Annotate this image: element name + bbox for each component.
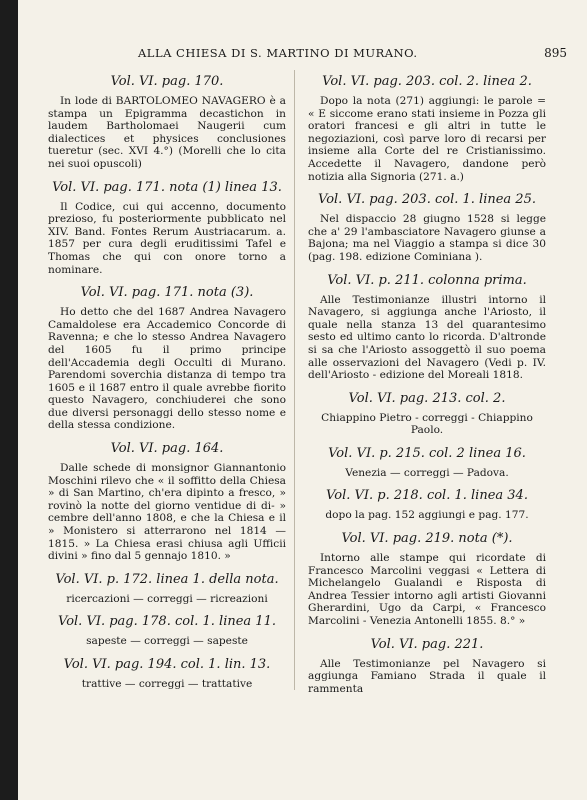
entry-text: sapeste — correggi — sapeste (86, 635, 248, 648)
entry-text: Intorno alle stampe qui ricordate di Francesco Marcolini veggasi « Lettera di Michelangelo Gualandi e Risposta di Andrea Tessier intorno agli artisti Giovanni Gherardini, Ugo da Carpi, « Francesco Marcolini - Venezia Antonelli 1855. 8.° » (308, 552, 546, 628)
entry-text: Nel dispaccio 28 giugno 1528 si legge che a' 29 l'ambasciatore Navagero giunse a Bajona; ma nel Viaggio a stampa si dice 30 (pag. 198. edizione Cominiana ). (308, 213, 546, 263)
entry-text: Chiappino Pietro - correggi - Chiappino Paolo. (321, 411, 533, 437)
entry-heading: Vol. VI. pag. 171. nota (3). (80, 285, 254, 301)
entry-heading: Vol. VI. pag. 219. nota (*). (341, 531, 513, 547)
entry-text: Dopo la nota (271) aggiungi: le parole = « E siccome erano stati insieme in Pozza gli oratori francesi e gli altri in tutte le negoziazioni, così parve loro di recarsi per insieme alla Corte del re Cristianissimo. Accedette il Navagero, dandone però notizia alla Signoria (271. a.) (308, 95, 546, 183)
entry-text: ricercazioni — correggi — ricreazioni (66, 592, 268, 605)
entry-text: Alle Testimonianze pel Navagero si aggiunga Famiano Strada il quale il rammenta (308, 657, 546, 695)
running-title: ALLA CHIESA DI S. MARTINO DI MURANO. (138, 46, 418, 60)
entry-heading: Vol. VI. pag. 213. col. 2. (348, 390, 506, 406)
entry-heading: Vol. VI. pag. 203. col. 1. linea 25. (318, 192, 536, 208)
entry-text: dopo la pag. 152 aggiungi e pag. 177. (325, 509, 529, 522)
entry-heading: Vol. VI. p. 211. colonna prima. (327, 272, 527, 288)
entry-heading: Vol. VI. pag. 221. (370, 636, 484, 652)
left-column (48, 70, 286, 693)
page-number: 895 (544, 46, 567, 60)
entry-heading: Vol. VI. p. 215. col. 2 linea 16. (328, 445, 526, 461)
entry-heading: Vol. VI. p. 172. linea 1. della nota. (55, 571, 279, 587)
entry-text: Venezia — correggi — Padova. (345, 466, 509, 479)
right-column (308, 70, 546, 695)
entry-heading: Vol. VI. p. 218. col. 1. linea 34. (326, 488, 528, 504)
entry-heading: Vol. VI. pag. 170. (110, 74, 224, 89)
entry-text: trattive — correggi — trattative (81, 678, 253, 690)
entry-text: Alle Testimonianze illustri intorno il Navagero, si aggiunga anche l'Ariosto, il quale nella stanza 13 del quarantesimo sesto ed ultimo canto lo ricorda. D'altronde si sa che l'Ariosto assoggettò il suo poema alle osservazioni del Navagero (Vedi p. IV. dell'Ariosto - edizione del Moreali 1818. (308, 293, 546, 382)
entry-heading: Vol. VI. pag. 194. col. 1. lin. 13. (63, 657, 271, 672)
book-page (18, 0, 587, 800)
entry-heading: Vol. VI. pag. 203. col. 2. linea 2. (322, 74, 532, 89)
entry-text: Ho detto che del 1687 Andrea Navagero Camaldolese era Accademico Concorde di Ravenna; e che lo stesso Andrea Navagero del 1605 fu il primo principe dell'Accademia degli Occulti di Murano. Parendomi soverchia distanza di tempo tra 1605 e il 1687 entro il quale avrebbe fiorito questo Navagero, conchiuderei che sono due diversi personaggi dello stesso nome e della stessa condizione. (48, 306, 286, 432)
entry-heading: Vol. VI. pag. 171. nota (1) linea 13. (52, 179, 282, 195)
entry-heading: Vol. VI. pag. 164. (110, 441, 224, 457)
entry-heading: Vol. VI. pag. 178. col. 1. linea 11. (58, 614, 276, 630)
column-divider (294, 70, 295, 690)
entry-text: Il Codice, cui qui accenno, documento prezioso, fu posteriormente pubblicato nel XIV. Band. Fontes Rerum Austriacarum. a. 1857 per cura degli eruditissimi Tafel e Thomas che qui con onore torno a nominare. (48, 200, 286, 276)
entry-text: Dalle schede di monsignor Giannantonio Moschini rilevo che « il soffitto della Chiesa » di San Martino, ch'era dipinto a fresco, » rovinò la notte del giorno ventidue di di- » cembre dell'anno 1808, e che la Chiesa e il » Monistero si atterrarono nel 1814 — 1815. » La Chiesa erasi chiusa agli Ufficii divini » fino dal 5 gennajo 1810. » (48, 462, 286, 563)
entry-text: In lode di BARTOLOMEO NAVAGERO è a stampa un Epigramma decastichon in laudem Bartholomaei Naugerii cum dialectices et physices conclusiones tueretur (sec. XVI 4.°) (Morelli che lo cita nei suoi opuscoli) (48, 95, 286, 170)
